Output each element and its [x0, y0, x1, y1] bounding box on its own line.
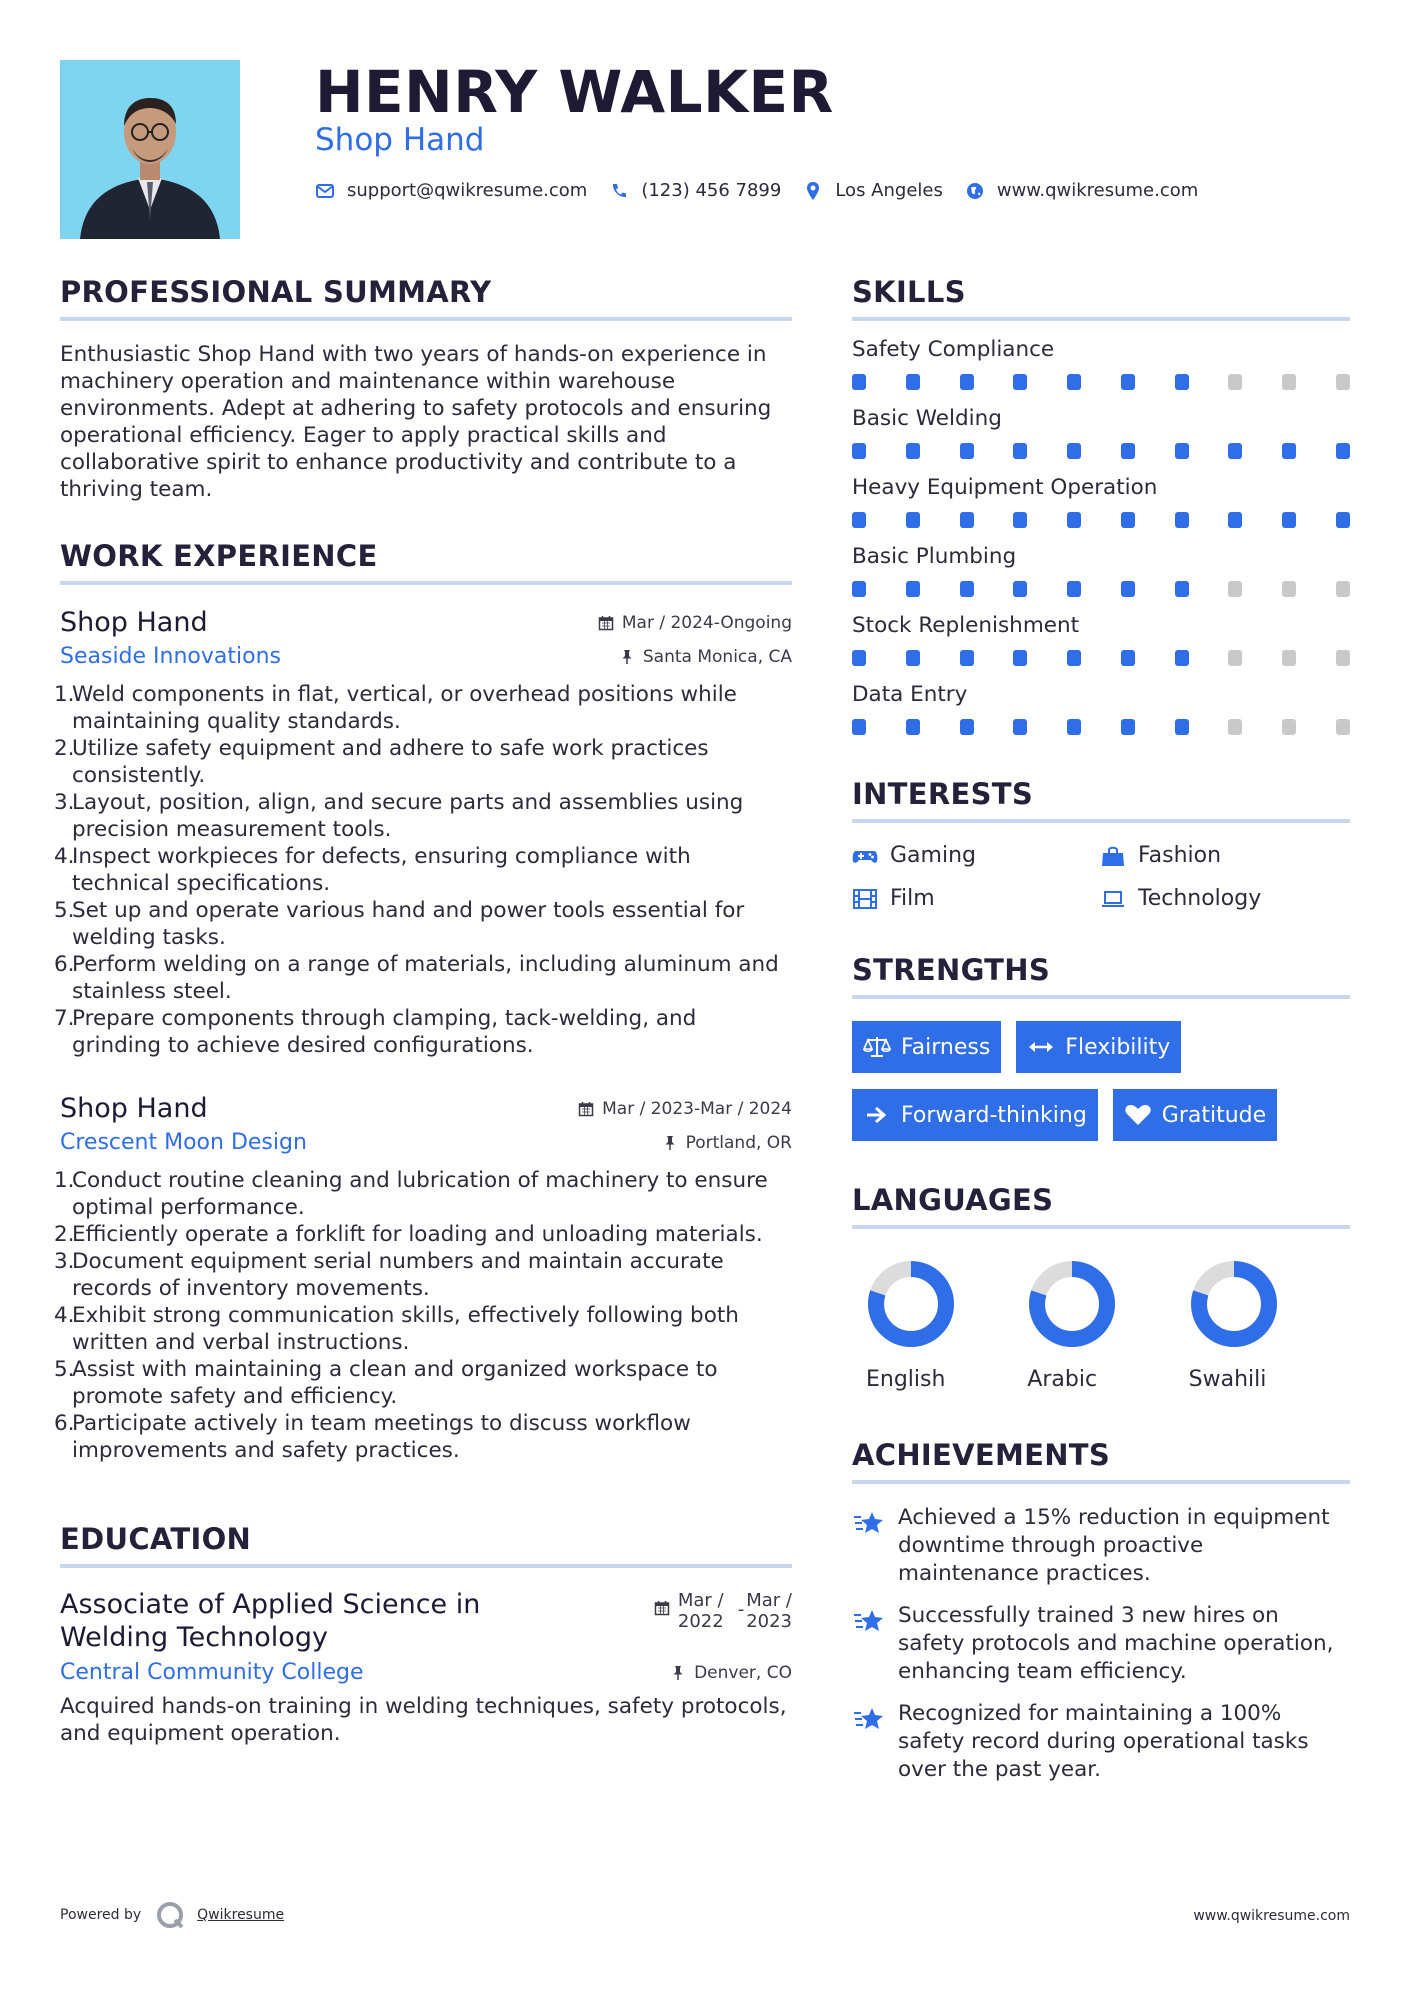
bullet-text: Efficiently operate a forklift for loading and unloading materials. [72, 1222, 763, 1247]
bullet-item [54, 897, 792, 951]
skill-name: Heavy Equipment Operation [852, 475, 1158, 500]
rating-dot-filled [906, 719, 920, 735]
skill-item [852, 406, 1350, 459]
bullet-number: 2. [54, 1222, 75, 1247]
interests-heading: INTERESTS [852, 777, 1350, 823]
achievement-text: Achieved a 15% reduction in equipment downtime through proactive maintenance practices. [898, 1505, 1330, 1586]
scale-icon [863, 1035, 891, 1059]
rating-dot-filled [852, 650, 866, 666]
language-name: Arabic [1027, 1367, 1098, 1392]
education-degree: Associate of Applied Science in Welding Technology [60, 1589, 481, 1653]
contact-website[interactable] [965, 180, 1198, 201]
rating-dot-filled [1013, 719, 1027, 735]
strength-badge: Forward-thinking [852, 1089, 1098, 1141]
rating-dot-filled [1336, 443, 1350, 459]
rating-dot-filled [1336, 512, 1350, 528]
rating-dot-empty [1336, 650, 1350, 666]
strength-badge: Fairness [852, 1021, 1001, 1073]
bullet-item [54, 1302, 792, 1356]
bullet-number: 4. [54, 844, 75, 869]
rating-dot-filled [1121, 581, 1135, 597]
rating-dot-filled [852, 719, 866, 735]
shooting-star-icon [852, 1704, 886, 1734]
rating-dot-filled [960, 374, 974, 390]
calendar-icon [578, 1101, 594, 1117]
arrows-horizontal-icon [1027, 1035, 1055, 1059]
strengths-heading: STRENGTHS [852, 953, 1350, 999]
contact-phone[interactable] [609, 180, 781, 201]
achievement-item [852, 1504, 1350, 1588]
skill-item [852, 475, 1350, 528]
bullet-item [54, 951, 792, 1005]
education-description: Acquired hands-on training in welding techniques, safety protocols, and equipment operation. [60, 1694, 787, 1746]
job-title: Shop Hand [60, 607, 208, 638]
rating-dot-empty [1282, 581, 1296, 597]
skill-rating [852, 719, 1350, 735]
language-item [1189, 1259, 1350, 1392]
contact-email-text: support@qwikresume.com [347, 180, 588, 201]
job-title: Shop Hand [60, 1093, 208, 1124]
bullet-item [54, 1005, 792, 1059]
skill-rating [852, 581, 1350, 597]
skill-name: Stock Replenishment [852, 613, 1080, 638]
achievement-text: Successfully trained 3 new hires on safety protocols and machine operation, enhancing team efficiency. [898, 1603, 1334, 1684]
rating-dot-empty [1282, 374, 1296, 390]
job-entry [54, 607, 792, 1059]
rating-dot-empty [1228, 719, 1242, 735]
experience-heading: WORK EXPERIENCE [60, 539, 792, 585]
rating-dot-filled [906, 650, 920, 666]
skill-rating [852, 512, 1350, 528]
contact-location-text: Los Angeles [835, 180, 943, 201]
rating-dot-filled [852, 374, 866, 390]
person-portrait-icon [60, 60, 240, 239]
rating-dot-filled [852, 512, 866, 528]
skill-item [852, 613, 1350, 666]
skill-rating [852, 650, 1350, 666]
bullet-number: 3. [54, 1249, 75, 1274]
job-date: Mar / 2024-Ongoing [598, 613, 792, 633]
rating-dot-filled [960, 650, 974, 666]
footer-brand-link[interactable]: Qwikresume [197, 1907, 285, 1923]
shooting-star-icon [852, 1606, 886, 1636]
rating-dot-filled [1282, 512, 1296, 528]
rating-dot-filled [1013, 443, 1027, 459]
rating-dot-filled [1013, 512, 1027, 528]
contact-bar [315, 180, 1220, 201]
rating-dot-filled [1175, 512, 1189, 528]
achievements-heading: ACHIEVEMENTS [852, 1438, 1350, 1484]
rating-dot-filled [1121, 374, 1135, 390]
rating-dot-filled [1121, 512, 1135, 528]
skill-name: Data Entry [852, 682, 968, 707]
bullet-number: 1. [54, 682, 75, 707]
achievement-text: Recognized for maintaining a 100% safety record during operational tasks over the past year. [898, 1701, 1309, 1782]
bullet-item [54, 681, 792, 735]
language-name: English [866, 1367, 946, 1392]
rating-dot-filled [1175, 719, 1189, 735]
job-bullets [54, 1167, 792, 1464]
footer-powered-by: Powered by Qwikresume [60, 1900, 284, 1930]
bullet-text: Weld components in flat, vertical, or overhead positions while maintaining quality standards. [72, 682, 737, 734]
education-school: Central Community College [60, 1660, 364, 1685]
education-entry [60, 1588, 792, 1747]
rating-dot-filled [960, 719, 974, 735]
rating-dot-filled [960, 581, 974, 597]
rating-dot-empty [1228, 650, 1242, 666]
rating-dot-filled [1175, 443, 1189, 459]
summary-text: Enthusiastic Shop Hand with two years of hands-on experience in machinery operation and maintenance within warehouse environments. Adept at adhering to safety protocols and ensuring operational efficiency. Eager to apply practical skills and collaborative spirit to enhance productivity and contribute to a thriving team. [60, 342, 772, 502]
calendar-icon [654, 1600, 670, 1616]
rating-dot-filled [1228, 443, 1242, 459]
bullet-text: Conduct routine cleaning and lubrication of machinery to ensure optimal performance. [72, 1168, 768, 1220]
language-name: Swahili [1188, 1367, 1267, 1392]
rating-dot-filled [1013, 650, 1027, 666]
bullet-item [54, 789, 792, 843]
language-item [866, 1259, 1027, 1392]
achievement-item [852, 1700, 1350, 1784]
phone-icon [609, 181, 629, 201]
rating-dot-empty [1282, 650, 1296, 666]
skills-list [852, 337, 1350, 735]
language-item [1027, 1259, 1188, 1392]
rating-dot-filled [906, 512, 920, 528]
arrow-right-icon [863, 1103, 891, 1127]
rating-dot-filled [906, 374, 920, 390]
shopping-bag-icon [1100, 845, 1126, 867]
bullet-item [54, 1410, 792, 1464]
skill-item [852, 337, 1350, 390]
job-company: Seaside Innovations [60, 644, 281, 669]
bullet-number: 2. [54, 736, 75, 761]
strength-badge: Flexibility [1016, 1021, 1181, 1073]
shooting-star-icon [852, 1508, 886, 1538]
interest-item: Technology [1100, 886, 1350, 911]
contact-phone-text: (123) 456 7899 [641, 180, 782, 201]
education-heading: EDUCATION [60, 1522, 792, 1568]
rating-dot-filled [1175, 374, 1189, 390]
rating-dot-filled [906, 581, 920, 597]
languages-heading: LANGUAGES [852, 1183, 1350, 1229]
rating-dot-filled [960, 443, 974, 459]
envelope-icon [315, 181, 335, 201]
rating-dot-empty [1282, 719, 1296, 735]
contact-website-text: www.qwikresume.com [996, 180, 1199, 201]
job-location: Santa Monica, CA [619, 647, 792, 667]
rating-dot-filled [1121, 443, 1135, 459]
rating-dot-filled [1067, 719, 1081, 735]
gamepad-icon [852, 845, 878, 867]
left-column [54, 275, 792, 1747]
rating-dot-filled [1013, 374, 1027, 390]
job-company: Crescent Moon Design [60, 1130, 307, 1155]
language-proficiency-ring [866, 1259, 956, 1349]
interest-item: Fashion [1100, 843, 1350, 868]
laptop-icon [1100, 888, 1126, 910]
education-date: Mar / 2022 - Mar / 2023 [654, 1590, 792, 1632]
candidate-title: Shop Hand [315, 122, 485, 158]
rating-dot-filled [1175, 650, 1189, 666]
bullet-text: Prepare components through clamping, tack-welding, and grinding to achieve desired configurations. [72, 1006, 697, 1058]
skill-item [852, 544, 1350, 597]
pushpin-icon [662, 1135, 678, 1151]
rating-dot-empty [1336, 581, 1350, 597]
candidate-name: HENRY WALKER [315, 58, 834, 126]
bullet-item [54, 735, 792, 789]
bullet-text: Assist with maintaining a clean and organized workspace to promote safety and efficiency. [72, 1357, 718, 1409]
footer-website[interactable]: www.qwikresume.com [1193, 1908, 1350, 1924]
rating-dot-filled [1067, 650, 1081, 666]
bullet-item [54, 1167, 792, 1221]
profile-photo [60, 60, 240, 239]
bullet-text: Participate actively in team meetings to discuss workflow improvements and safety practices. [72, 1411, 691, 1463]
languages-list [852, 1259, 1350, 1392]
skill-rating [852, 374, 1350, 390]
bullet-text: Document equipment serial numbers and maintain accurate records of inventory movements. [72, 1249, 724, 1301]
skill-item [852, 682, 1350, 735]
language-proficiency-ring [1189, 1259, 1279, 1349]
contact-email[interactable] [315, 180, 587, 201]
bullet-number: 4. [54, 1303, 75, 1328]
skill-name: Safety Compliance [852, 337, 1055, 362]
rating-dot-filled [1175, 581, 1189, 597]
bullet-text: Utilize safety equipment and adhere to safe work practices consistently. [72, 736, 709, 788]
calendar-icon [598, 615, 614, 631]
achievements-list [852, 1504, 1350, 1784]
strength-badge: Gratitude [1113, 1089, 1277, 1141]
rating-dot-filled [1228, 512, 1242, 528]
summary-heading: PROFESSIONAL SUMMARY [60, 275, 792, 321]
rating-dot-filled [1067, 443, 1081, 459]
rating-dot-filled [852, 581, 866, 597]
interest-item: Film [852, 886, 1100, 911]
film-icon [852, 888, 878, 910]
bullet-item [54, 1356, 792, 1410]
job-date: Mar / 2023-Mar / 2024 [578, 1099, 792, 1119]
bullet-item [54, 843, 792, 897]
achievement-item [852, 1602, 1350, 1686]
skill-name: Basic Welding [852, 406, 1002, 431]
skill-rating [852, 443, 1350, 459]
interest-item: Gaming [852, 843, 1100, 868]
job-location: Portland, OR [662, 1133, 792, 1153]
bullet-text: Perform welding on a range of materials, including aluminum and stainless steel. [72, 952, 779, 1004]
rating-dot-filled [906, 443, 920, 459]
pushpin-icon [619, 649, 635, 665]
rating-dot-filled [1067, 581, 1081, 597]
qwikresume-logo-icon [155, 1900, 185, 1930]
rating-dot-empty [1228, 374, 1242, 390]
bullet-text: Inspect workpieces for defects, ensuring compliance with technical specifications. [72, 844, 691, 896]
rating-dot-filled [1013, 581, 1027, 597]
rating-dot-filled [960, 512, 974, 528]
education-location: Denver, CO [670, 1663, 792, 1683]
bullet-number: 6. [54, 952, 75, 977]
skills-heading: SKILLS [852, 275, 1350, 321]
rating-dot-empty [1336, 374, 1350, 390]
interests-list [852, 843, 1350, 911]
language-proficiency-ring [1027, 1259, 1117, 1349]
bullet-item [54, 1248, 792, 1302]
bullet-number: 5. [54, 898, 75, 923]
rating-dot-empty [1336, 719, 1350, 735]
job-entry [54, 1093, 792, 1464]
bullet-number: 1. [54, 1168, 75, 1193]
map-pin-icon [803, 181, 823, 201]
globe-icon [965, 181, 985, 201]
strengths-list [852, 1021, 1350, 1141]
heart-icon [1124, 1103, 1152, 1127]
rating-dot-filled [1121, 719, 1135, 735]
bullet-item [54, 1221, 792, 1248]
bullet-text: Exhibit strong communication skills, effectively following both written and verbal instructions. [72, 1303, 739, 1355]
skill-name: Basic Plumbing [852, 544, 1017, 569]
rating-dot-filled [1067, 374, 1081, 390]
right-column [852, 275, 1350, 1798]
bullet-text: Layout, position, align, and secure parts and assemblies using precision measurement tools. [72, 790, 744, 842]
pushpin-icon [670, 1665, 686, 1681]
rating-dot-filled [1282, 443, 1296, 459]
job-bullets [54, 681, 792, 1059]
rating-dot-filled [1121, 650, 1135, 666]
bullet-text: Set up and operate various hand and power tools essential for welding tasks. [72, 898, 745, 950]
rating-dot-filled [1067, 512, 1081, 528]
bullet-number: 5. [54, 1357, 75, 1382]
contact-location [803, 180, 943, 201]
rating-dot-empty [1228, 581, 1242, 597]
bullet-number: 3. [54, 790, 75, 815]
rating-dot-filled [852, 443, 866, 459]
bullet-number: 6. [54, 1411, 75, 1436]
bullet-number: 7. [54, 1006, 75, 1031]
